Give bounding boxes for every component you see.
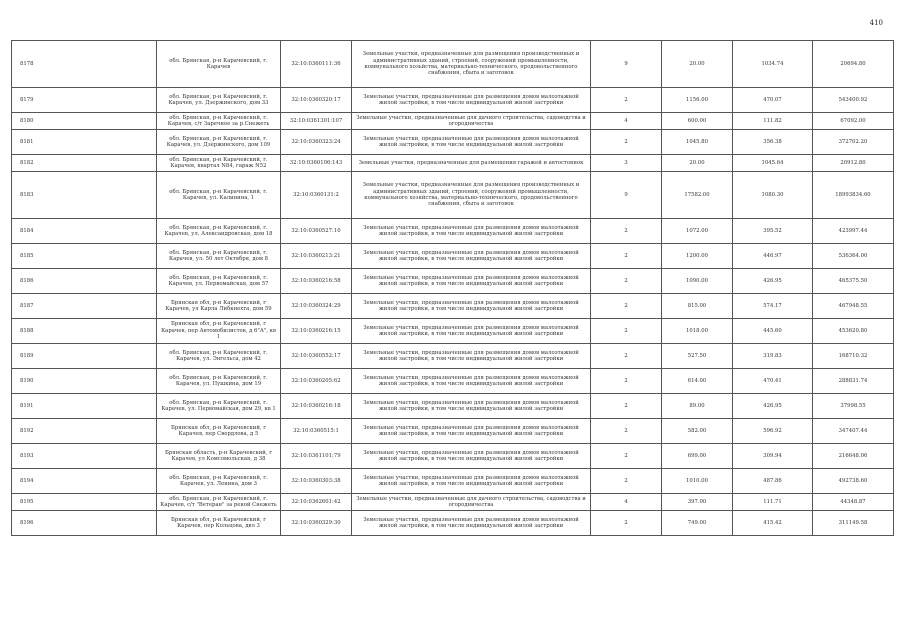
specific-value-cell: 445.60	[733, 319, 813, 344]
row-number-cell: 8182	[12, 155, 157, 172]
use-group-cell: 2	[591, 294, 662, 319]
cadastral-value-cell: 423997.44	[813, 219, 894, 244]
cadastral-number-cell: 32:10:0360131:2	[281, 172, 352, 219]
cadastral-value-cell: 288831.74	[813, 369, 894, 394]
table-row	[12, 369, 894, 394]
row-number-cell: 8196	[12, 511, 157, 536]
address-cell: обл. Брянская, р-н Карачевский, г. Карачев, ул. Пушкина, дом 19	[157, 369, 281, 394]
cadastral-value-cell: 465375.50	[813, 269, 894, 294]
area-cell: 1156.00	[662, 88, 733, 113]
land-use-cell: Земельные участки, предназначенные для размещения домов малоэтажной жилой застройки, в том числе индивидуальной жилой застройки	[352, 469, 591, 494]
cadastral-number-cell: 32:10:0360216:58	[281, 269, 352, 294]
address-cell: Брянская область, р-н Карачевский, г Карачев, ул Комсомольская, д 38	[157, 444, 281, 469]
land-use-cell: Земельные участки, предназначенные для дачного строительства, садоводства и огородничества	[352, 113, 591, 130]
table-row	[12, 88, 894, 113]
table-row	[12, 419, 894, 444]
address-cell: обл. Брянская, р-н Карачевский, г. Карачев, с/т Заречное за р.Снежеть	[157, 113, 281, 130]
cadastral-number-cell: 32:10:0361301:107	[281, 113, 352, 130]
cadastral-value-cell: 20912.80	[813, 155, 894, 172]
land-use-cell: Земельные участки, предназначенные для размещения домов малоэтажной жилой застройки, в том числе индивидуальной жилой застройки	[352, 444, 591, 469]
area-cell: 815.00	[662, 294, 733, 319]
row-number-cell: 8188	[12, 319, 157, 344]
cadastral-number-cell: 32:10:0360320:17	[281, 88, 352, 113]
page-number: 410	[869, 19, 883, 27]
address-cell: обл. Брянская, р-н Карачевский, г. Карачев, ул. Первомайская, дом 57	[157, 269, 281, 294]
cadastral-number-cell: 32:10:0361101:79	[281, 444, 352, 469]
use-group-cell: 2	[591, 511, 662, 536]
cadastral-value-cell: 18993834.60	[813, 172, 894, 219]
address-cell: обл. Брянская, р-н Карачевский, г. Карачев, ул. Калинина, 1	[157, 172, 281, 219]
cadastral-number-cell: 32:10:0360205:62	[281, 369, 352, 394]
area-cell: 749.00	[662, 511, 733, 536]
table-row	[12, 319, 894, 344]
table-row	[12, 394, 894, 419]
use-group-cell: 2	[591, 344, 662, 369]
land-use-cell: Земельные участки, предназначенные для размещения домов малоэтажной жилой застройки, в том числе индивидуальной жилой застройки	[352, 130, 591, 155]
specific-value-cell: 309.94	[733, 444, 813, 469]
address-cell: Брянская обл, р-н Карачевский, г Карачев, пер Свердлова, д 5	[157, 419, 281, 444]
area-cell: 89.00	[662, 394, 733, 419]
cadastral-number-cell: 32:10:0360323:24	[281, 130, 352, 155]
cadastral-value-cell: 168710.32	[813, 344, 894, 369]
row-number-cell: 8183	[12, 172, 157, 219]
cadastral-number-cell: 32:10:0360106:143	[281, 155, 352, 172]
area-cell: 1018.00	[662, 319, 733, 344]
address-cell: Брянская обл, р-н Карачевский, г Карачев, пер Кольцова, двл 3	[157, 511, 281, 536]
row-number-cell: 8184	[12, 219, 157, 244]
table-row	[12, 130, 894, 155]
land-use-cell: Земельные участки, предназначенные для размещения домов малоэтажной жилой застройки, в том числе индивидуальной жилой застройки	[352, 419, 591, 444]
row-number-cell: 8178	[12, 41, 157, 88]
use-group-cell: 4	[591, 494, 662, 511]
cadastral-number-cell: 32:10:0360515:1	[281, 419, 352, 444]
cadastral-number-cell: 32:10:0360111:36	[281, 41, 352, 88]
land-use-cell: Земельные участки, предназначенные для размещения домов малоэтажной жилой застройки, в том числе индивидуальной жилой застройки	[352, 219, 591, 244]
row-number-cell: 8193	[12, 444, 157, 469]
table-row	[12, 219, 894, 244]
address-cell: Брянская обл, р-н Карачевский, г Карачев, пер Автомобилистов, д 6"А", кв 1	[157, 319, 281, 344]
use-group-cell: 2	[591, 269, 662, 294]
row-number-cell: 8189	[12, 344, 157, 369]
specific-value-cell: 319.83	[733, 344, 813, 369]
cadastral-number-cell: 32:10:0360216:15	[281, 319, 352, 344]
specific-value-cell: 395.52	[733, 219, 813, 244]
cadastral-number-cell: 32:10:0360552:17	[281, 344, 352, 369]
specific-value-cell: 415.42	[733, 511, 813, 536]
use-group-cell: 2	[591, 394, 662, 419]
cadastral-value-cell: 536364.00	[813, 244, 894, 269]
land-use-cell: Земельные участки, предназначенные для размещения домов малоэтажной жилой застройки, в том числе индивидуальной жилой застройки	[352, 319, 591, 344]
land-use-cell: Земельные участки, предназначенные для размещения домов малоэтажной жилой застройки, в том числе индивидуальной жилой застройки	[352, 244, 591, 269]
specific-value-cell: 426.95	[733, 269, 813, 294]
use-group-cell: 2	[591, 444, 662, 469]
address-cell: обл. Брянская, р-н Карачевский, г. Карачев, ул. Ленина, дом 3	[157, 469, 281, 494]
use-group-cell: 2	[591, 369, 662, 394]
cadastral-value-cell: 216648.06	[813, 444, 894, 469]
cadastral-value-cell: 372702.20	[813, 130, 894, 155]
cadastral-value-cell: 492738.60	[813, 469, 894, 494]
land-use-cell: Земельные участки, предназначенные для размещения производственных и административных зданий, строений, сооружений промышленности, коммунального хозяйства, материально-технического, продовольственного снабжения, сбыта и заготовок	[352, 172, 591, 219]
cadastral-value-cell: 467948.55	[813, 294, 894, 319]
address-cell: обл. Брянская, р-н Карачевский, г. Карачев, ул. Дзержинского, дом 33	[157, 88, 281, 113]
address-cell: обл. Брянская, р-н Карачевский, г. Карачев, ул. 50 лет Октября, дом 8	[157, 244, 281, 269]
table-row	[12, 511, 894, 536]
use-group-cell: 2	[591, 244, 662, 269]
cadastral-number-cell: 32:10:0362601:42	[281, 494, 352, 511]
cadastral-value-cell: 311149.58	[813, 511, 894, 536]
cadastral-value-cell: 67092.00	[813, 113, 894, 130]
cadastral-value-cell: 37998.55	[813, 394, 894, 419]
specific-value-cell: 111.82	[733, 113, 813, 130]
specific-value-cell: 111.71	[733, 494, 813, 511]
table-row	[12, 244, 894, 269]
table-row	[12, 494, 894, 511]
cadastral-number-cell: 32:10:0360213:21	[281, 244, 352, 269]
row-number-cell: 8186	[12, 269, 157, 294]
cadastral-value-table	[11, 40, 894, 536]
cadastral-number-cell: 32:10:0360329:30	[281, 511, 352, 536]
use-group-cell: 2	[591, 319, 662, 344]
land-use-cell: Земельные участки, предназначенные для размещения домов малоэтажной жилой застройки, в том числе индивидуальной жилой застройки	[352, 369, 591, 394]
specific-value-cell: 1034.74	[733, 41, 813, 88]
cadastral-value-cell: 543400.92	[813, 88, 894, 113]
row-number-cell: 8195	[12, 494, 157, 511]
row-number-cell: 8192	[12, 419, 157, 444]
land-use-cell: Земельные участки, предназначенные для размещения домов малоэтажной жилой застройки, в том числе индивидуальной жилой застройки	[352, 294, 591, 319]
area-cell: 582.00	[662, 419, 733, 444]
address-cell: обл. Брянская, р-н Карачевский, г. Карачев, ул. Александровская, дом 18	[157, 219, 281, 244]
specific-value-cell: 470.41	[733, 369, 813, 394]
use-group-cell: 2	[591, 419, 662, 444]
row-number-cell: 8187	[12, 294, 157, 319]
table-row	[12, 344, 894, 369]
address-cell: обл. Брянская, р-н Карачевский, г. Карачев, ул. Первомайская, дом 29, кв 1	[157, 394, 281, 419]
use-group-cell: 2	[591, 130, 662, 155]
land-use-cell: Земельные участки, предназначенные для размещения домов малоэтажной жилой застройки, в том числе индивидуальной жилой застройки	[352, 344, 591, 369]
cadastral-number-cell: 32:10:0360303:38	[281, 469, 352, 494]
cadastral-number-cell: 32:10:0360216:18	[281, 394, 352, 419]
row-number-cell: 8181	[12, 130, 157, 155]
cadastral-value-cell: 20694.80	[813, 41, 894, 88]
cadastral-value-cell: 453620.80	[813, 319, 894, 344]
row-number-cell: 8190	[12, 369, 157, 394]
row-number-cell: 8185	[12, 244, 157, 269]
use-group-cell: 2	[591, 469, 662, 494]
address-cell: обл. Брянская, р-н Карачевский, г. Карачев, ул. Энгельса, дом 42	[157, 344, 281, 369]
specific-value-cell: 574.17	[733, 294, 813, 319]
use-group-cell: 9	[591, 172, 662, 219]
area-cell: 699.00	[662, 444, 733, 469]
cadastral-number-cell: 32:10:0360527:10	[281, 219, 352, 244]
row-number-cell: 8180	[12, 113, 157, 130]
land-use-cell: Земельные участки, предназначенные для размещения домов малоэтажной жилой застройки, в том числе индивидуальной жилой застройки	[352, 88, 591, 113]
table-row	[12, 172, 894, 219]
table-row	[12, 41, 894, 88]
table-body	[12, 41, 894, 536]
address-cell: обл. Брянская, р-н Карачевский, г. Карачев, с/т "Ветеран" за рекой Снежеть	[157, 494, 281, 511]
land-use-cell: Земельные участки, предназначенные для размещения домов малоэтажной жилой застройки, в том числе индивидуальной жилой застройки	[352, 511, 591, 536]
area-cell: 600.00	[662, 113, 733, 130]
area-cell: 1045.80	[662, 130, 733, 155]
row-number-cell: 8191	[12, 394, 157, 419]
cadastral-value-cell: 44348.87	[813, 494, 894, 511]
row-number-cell: 8194	[12, 469, 157, 494]
specific-value-cell: 426.95	[733, 394, 813, 419]
table-row	[12, 444, 894, 469]
row-number-cell: 8179	[12, 88, 157, 113]
table-row	[12, 155, 894, 172]
land-use-cell: Земельные участки, предназначенные для дачного строительства, садоводства и огородничества	[352, 494, 591, 511]
use-group-cell: 4	[591, 113, 662, 130]
use-group-cell: 2	[591, 219, 662, 244]
use-group-cell: 9	[591, 41, 662, 88]
area-cell: 20.00	[662, 41, 733, 88]
area-cell: 527.50	[662, 344, 733, 369]
address-cell: Брянская обл, р-н Карачевский, г Карачев, ул Карла Либкнехта, дом 59	[157, 294, 281, 319]
area-cell: 1200.00	[662, 244, 733, 269]
area-cell: 397.00	[662, 494, 733, 511]
table-row	[12, 469, 894, 494]
table-row	[12, 113, 894, 130]
area-cell: 17582.00	[662, 172, 733, 219]
specific-value-cell: 487.86	[733, 469, 813, 494]
use-group-cell: 2	[591, 88, 662, 113]
area-cell: 20.00	[662, 155, 733, 172]
land-use-cell: Земельные участки, предназначенные для размещения домов малоэтажной жилой застройки, в том числе индивидуальной жилой застройки	[352, 269, 591, 294]
land-use-cell: Земельные участки, предназначенные для размещения домов малоэтажной жилой застройки, в том числе индивидуальной жилой застройки	[352, 394, 591, 419]
specific-value-cell: 470.07	[733, 88, 813, 113]
specific-value-cell: 1080.30	[733, 172, 813, 219]
area-cell: 1072.00	[662, 219, 733, 244]
area-cell: 1010.00	[662, 469, 733, 494]
specific-value-cell: 1045.64	[733, 155, 813, 172]
specific-value-cell: 596.92	[733, 419, 813, 444]
specific-value-cell: 446.97	[733, 244, 813, 269]
address-cell: обл. Брянская, р-н Карачевский, г. Карачев	[157, 41, 281, 88]
table-row	[12, 269, 894, 294]
specific-value-cell: 356.38	[733, 130, 813, 155]
land-use-cell: Земельные участки, предназначенные для размещения гаражей и автостоянок	[352, 155, 591, 172]
cadastral-value-cell: 347407.44	[813, 419, 894, 444]
address-cell: обл. Брянская, р-н Карачевский, г. Карачев, квартал N84, гараж N52	[157, 155, 281, 172]
area-cell: 1090.00	[662, 269, 733, 294]
area-cell: 614.00	[662, 369, 733, 394]
cadastral-number-cell: 32:10:0360324:29	[281, 294, 352, 319]
table-row	[12, 294, 894, 319]
use-group-cell: 3	[591, 155, 662, 172]
land-use-cell: Земельные участки, предназначенные для размещения производственных и административных зданий, строений, сооружений промышленности, коммунального хозьйства, материально-технического, продовольственного снабжения, сбыта и заготовок	[352, 41, 591, 88]
address-cell: обл. Брянская, р-н Карачевский, г. Карачев, ул. Дзержинского, дом 109	[157, 130, 281, 155]
